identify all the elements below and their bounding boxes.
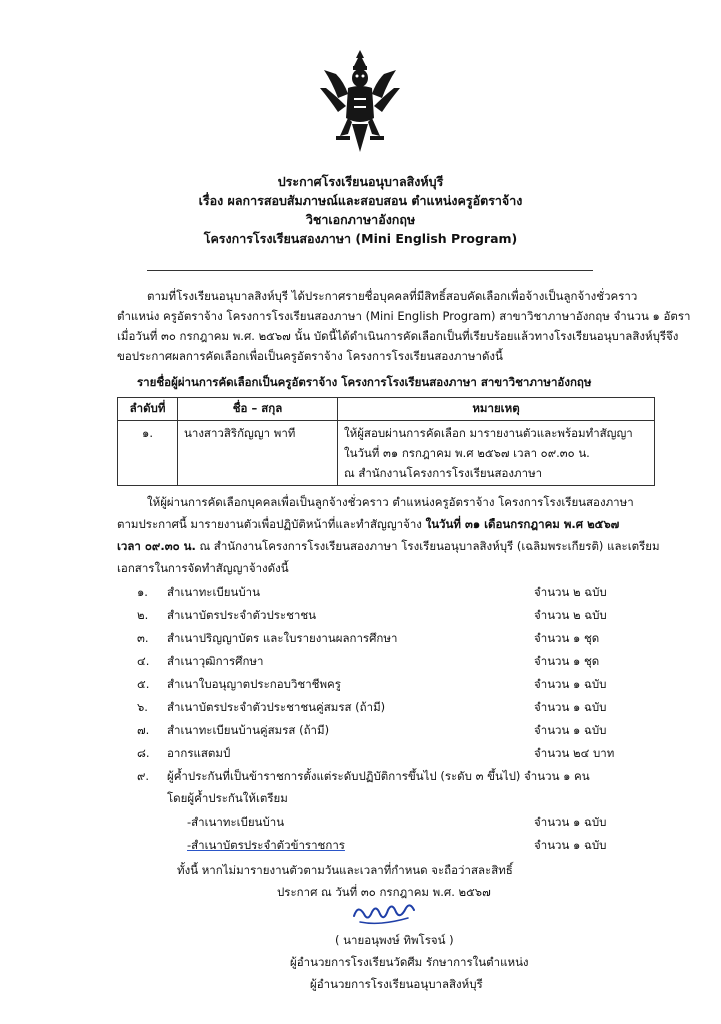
col-header-name: ชื่อ – สกุล xyxy=(178,398,338,421)
item-amount: จำนวน ๑ ฉบับ xyxy=(534,677,607,691)
list-item xyxy=(137,630,657,650)
item-label: สำเนาใบอนุญาตประกอบวิชาชีพครู xyxy=(167,677,341,691)
item-label: สำเนาทะเบียนบ้าน xyxy=(167,585,260,599)
guarantor-sub-item xyxy=(137,837,657,857)
list-item xyxy=(137,653,657,673)
guarantor-sub-item xyxy=(137,814,657,834)
signer-name: ( นายอนุพงษ์ ทิพโรจน์ ) xyxy=(335,933,454,947)
signer-position-2: ผู้อำนวยการโรงเรียนอนุบาลสิงห์บุรี xyxy=(310,977,483,991)
intro-line-4: ขอประกาศผลการคัดเลือกเพื่อเป็นครูอัตราจ้าง โครงการโรงเรียนสองภาษาดังนี้ xyxy=(117,349,503,363)
item-num: ๙. xyxy=(137,769,150,783)
garuda-emblem-icon xyxy=(318,48,402,160)
sub-amount: จำนวน ๑ ฉบับ xyxy=(534,838,607,852)
item-amount: จำนวน ๒ ฉบับ xyxy=(534,585,607,599)
signature-scrawl-icon xyxy=(350,898,420,928)
item-label: อากรแสตมป์ xyxy=(167,746,231,760)
header-divider xyxy=(147,270,593,271)
item-num: ๒. xyxy=(137,608,149,622)
guarantor-line-2: โดยผู้ค้ำประกันให้เตรียม xyxy=(167,791,288,805)
item-amount: จำนวน ๑ ชุด xyxy=(534,654,600,668)
guarantor-item xyxy=(137,768,677,788)
list-item xyxy=(137,584,657,604)
col-header-no: ลำดับที่ xyxy=(118,398,178,421)
remark-line-2: ในวันที่ ๓๑ กรกฎาคม พ.ศ ๒๕๖๗ เวลา ๐๙.๓๐ น. xyxy=(344,446,590,460)
item-amount: จำนวน ๑ ฉบับ xyxy=(534,700,607,714)
list-item xyxy=(137,722,657,742)
item-amount: จำนวน ๒ ฉบับ xyxy=(534,608,607,622)
list-item xyxy=(137,699,657,719)
table-title: รายชื่อผู้ผ่านการคัดเลือกเป็นครูอัตราจ้าง โครงการโรงเรียนสองภาษา สาขาวิชาภาษาอังกฤษ xyxy=(137,375,592,389)
col-header-remark: หมายเหตุ xyxy=(338,398,655,421)
item-amount: จำนวน ๑ ฉบับ xyxy=(534,723,607,737)
report-line-2 xyxy=(117,516,619,534)
item-label: สำเนาบัตรประจำตัวประชาชนคู่สมรส (ถ้ามี) xyxy=(167,700,386,714)
item-label: สำเนาทะเบียนบ้านคู่สมรส (ถ้ามี) xyxy=(167,723,330,737)
report-time: เวลา ๐๙.๓๐ น. xyxy=(117,539,196,553)
item-amount: จำนวน ๑ ชุด xyxy=(534,631,600,645)
announcement-subject: เรื่อง ผลการสอบสัมภาษณ์และสอบสอน ตำแหน่งครูอัตราจ้าง xyxy=(198,193,523,208)
announcement-major: วิชาเอกภาษาอังกฤษ xyxy=(305,212,416,227)
report-line-4: เอกสารในการจัดทำสัญญาจ้างดังนี้ xyxy=(117,561,289,575)
remark-line-1: ให้ผู้สอบผ่านการคัดเลือก มารายงานตัวและพร้อมทำสัญญา xyxy=(344,426,633,440)
report-line-3 xyxy=(117,538,660,556)
item-num: ๖. xyxy=(137,700,148,714)
intro-line-2: ตำแหน่ง ครูอัตราจ้าง โครงการโรงเรียนสองภาษา (Mini English Program) สาขาวิชาภาษาอังกฤษ จำนวน ๑ อัตรา xyxy=(117,309,691,323)
item-num: ๕. xyxy=(137,677,150,691)
sub-amount: จำนวน ๑ ฉบับ xyxy=(534,815,607,829)
cell-no: ๑. xyxy=(118,421,178,486)
list-item xyxy=(137,745,657,765)
item-num: ๗. xyxy=(137,723,150,737)
report-line-3-text: ณ สำนักงานโครงการโรงเรียนสองภาษา โรงเรียนอนุบาลสิงห์บุรี (เฉลิมพระเกียรติ) และเตรียม xyxy=(195,539,660,553)
cell-remark xyxy=(338,421,655,486)
remark-line-3: ณ สำนักงานโครงการโรงเรียนสองภาษา xyxy=(344,466,543,480)
sub-label: -สำเนาบัตรประจำตัวข้าราชการ xyxy=(187,838,345,852)
signer-position-1: ผู้อำนวยการโรงเรียนวัดศีม รักษาการในตำแหน่ง xyxy=(290,955,529,969)
intro-line-1: ตามที่โรงเรียนอนุบาลสิงห์บุรี ได้ประกาศรายชื่อบุคคลที่มีสิทธิ์สอบคัดเลือกเพื่อจ้างเป็นลูกจ้างชั่วคราว xyxy=(147,289,638,303)
item-label: สำเนาวุฒิการศึกษา xyxy=(167,654,264,668)
item-label: สำเนาบัตรประจำตัวประชาชน xyxy=(167,608,317,622)
report-line-2-text: ตามประกาศนี้ มารายงานตัวเพื่อปฏิบัติหน้าที่และทำสัญญาจ้าง xyxy=(117,517,426,531)
item-label: สำเนาปริญญาบัตร และใบรายงานผลการศึกษา xyxy=(167,631,398,645)
item-num: ๓. xyxy=(137,631,149,645)
candidate-table xyxy=(117,397,655,486)
guarantor-line-1: ผู้ค้ำประกันที่เป็นข้าราชการตั้งแต่ระดับปฏิบัติการขึ้นไป (ระดับ ๓ ขึ้นไป) จำนวน ๑ คน xyxy=(167,769,590,783)
announcement-title: ประกาศโรงเรียนอนุบาลสิงห์บุรี xyxy=(277,174,444,189)
table-row xyxy=(118,421,655,486)
report-date: ในวันที่ ๓๑ เดือนกรกฎาคม พ.ศ ๒๕๖๗ xyxy=(425,517,620,531)
announcement-program: โครงการโรงเรียนสองภาษา (Mini English Program) xyxy=(203,231,518,246)
cell-name: นางสาวสิริกัญญา พาที xyxy=(178,421,338,486)
sub-label: -สำเนาทะเบียนบ้าน xyxy=(187,815,285,829)
closing-statement: ทั้งนี้ หากไม่มารายงานตัวตามวันและเวลาที่กำหนด จะถือว่าสละสิทธิ์ xyxy=(177,863,513,877)
item-amount: จำนวน ๒๔ บาท xyxy=(534,746,615,760)
list-item xyxy=(137,607,657,627)
item-num: ๑. xyxy=(137,585,148,599)
item-num: ๘. xyxy=(137,746,150,760)
announce-date: ประกาศ ณ วันที่ ๓๐ กรกฎาคม พ.ศ. ๒๕๖๗ xyxy=(277,885,491,899)
list-item xyxy=(137,676,657,696)
report-line-1: ให้ผู้ผ่านการคัดเลือกบุคคลเพื่อเป็นลูกจ้างชั่วคราว ตำแหน่งครูอัตราจ้าง โครงการโรงเรียนสองภาษา xyxy=(147,495,634,509)
table-header-row xyxy=(118,398,655,421)
item-num: ๔. xyxy=(137,654,150,668)
intro-line-3: เมื่อวันที่ ๓๐ กรกฎาคม พ.ศ. ๒๕๖๗ นั้น บัดนี้ได้ดำเนินการคัดเลือกเป็นที่เรียบร้อยแล้วทางโรงเรียนอนุบาลสิงห์บุรีจึง xyxy=(117,329,679,343)
